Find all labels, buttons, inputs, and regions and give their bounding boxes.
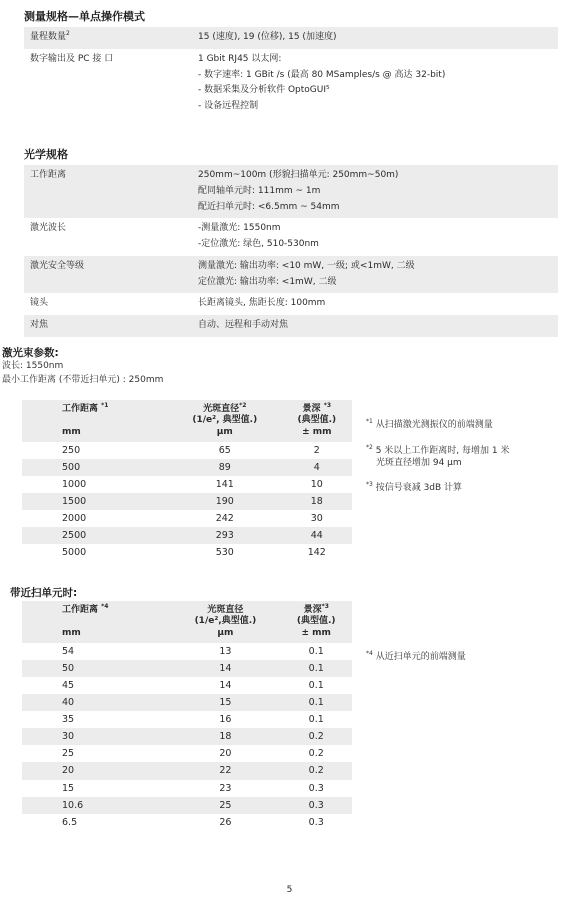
table-row xyxy=(22,510,352,527)
spec-value-line: 15 (速度), 19 (位移), 15 (加速度) xyxy=(198,32,337,42)
footnote-text: 5 米以上工作距离时, 每增加 1 米 xyxy=(375,446,510,456)
spec-value-line: - 数据采集及分析软件 OptoGUI⁵ xyxy=(198,85,330,96)
spec-key: 激光安全等级 xyxy=(24,256,192,294)
col-header-spot xyxy=(168,400,282,442)
spec-value xyxy=(192,315,558,337)
cell: 4 xyxy=(282,459,352,476)
footnote-text: 按信号衰减 3dB 计算 xyxy=(375,483,463,493)
spec-key-text: 量程数量 xyxy=(30,32,67,42)
cell: 0.1 xyxy=(280,677,352,694)
cell: 18 xyxy=(170,728,280,745)
cell: 14 xyxy=(170,660,280,677)
table-row xyxy=(22,711,352,728)
table-row xyxy=(22,677,352,694)
header-text: 光斑直径 xyxy=(207,605,244,615)
cell: 65 xyxy=(168,442,282,459)
table-row xyxy=(22,762,352,779)
spec-row-digital-output xyxy=(24,49,558,118)
col-header-distance xyxy=(22,400,168,442)
spec-key: 工作距离 xyxy=(24,165,192,218)
spec-value-line: 250mm~100m (形貌扫描单元: 250mm~50m) xyxy=(198,170,399,180)
spec-row-focus xyxy=(24,315,558,337)
table-row xyxy=(22,442,352,459)
cell: 0.2 xyxy=(280,745,352,762)
spec-row-working-distance xyxy=(24,165,558,218)
cell: 23 xyxy=(170,780,280,797)
cell: 25 xyxy=(22,745,170,762)
beam-params-title: 激光束参数: xyxy=(2,347,59,359)
footnote-2 xyxy=(366,445,509,469)
table-row xyxy=(22,643,352,660)
table-row xyxy=(22,780,352,797)
header-sup: *1 xyxy=(101,402,109,409)
table-row xyxy=(22,660,352,677)
spec-value-line: 配同轴单元时: 111mm ~ 1m xyxy=(198,185,321,196)
spec-value xyxy=(192,27,558,49)
spec-value-line: 测量激光: 输出功率: <10 mW, 一级; 或<1mW, 二级 xyxy=(198,260,415,271)
header-sup: *3 xyxy=(321,603,329,610)
footnote-text: 光斑直径增加 94 μm xyxy=(376,458,462,469)
col-header-spot xyxy=(170,601,280,643)
spec-key: 激光波长 xyxy=(24,218,192,256)
spec-key: 对焦 xyxy=(24,315,192,337)
header-unit: mm xyxy=(62,627,81,638)
footnote-text: 从近扫单元的前端测量 xyxy=(375,652,466,662)
header-unit: ± mm xyxy=(301,627,331,638)
spec-value xyxy=(192,49,558,118)
cell: 30 xyxy=(22,728,170,745)
header-text: (典型值.) xyxy=(296,616,336,627)
spec-key-text: 数字输出及 PC 接 口 xyxy=(30,53,114,64)
spec-value-line: -测量激光: 1550nm xyxy=(198,223,281,234)
cell: 5000 xyxy=(22,544,168,561)
spec-value xyxy=(192,293,558,315)
cell: 0.2 xyxy=(280,762,352,779)
cell: 89 xyxy=(168,459,282,476)
cell: 50 xyxy=(22,660,170,677)
spec-key-sup: 2 xyxy=(66,30,70,37)
cell: 20 xyxy=(170,745,280,762)
cell: 20 xyxy=(22,762,170,779)
cell: 15 xyxy=(170,694,280,711)
cell: 2500 xyxy=(22,527,168,544)
table-row xyxy=(22,728,352,745)
header-sup: *3 xyxy=(323,402,332,409)
spec-value-line: 配近扫单元时: <6.5mm ~ 54mm xyxy=(198,201,340,212)
beam-wavelength: 波长: 1550nm xyxy=(2,361,64,371)
spot-table-2 xyxy=(22,601,352,831)
cell: 15 xyxy=(22,780,170,797)
footnote-text: 从扫描激光测振仪的前端测量 xyxy=(375,420,493,430)
footnote-mark: *3 xyxy=(366,481,373,488)
spec-value-line: - 数字速率: 1 GBit /s (最高 80 MSamples/s @ 高达 32-bit) xyxy=(198,69,446,80)
spec-value xyxy=(192,256,558,294)
cell: 10 xyxy=(282,476,352,493)
table-header-row xyxy=(22,400,352,442)
spec-value-line: - 设备远程控制 xyxy=(198,101,259,111)
cell: 0.1 xyxy=(280,643,352,660)
optics-section-title: 光学规格 xyxy=(24,148,68,161)
header-text: 工作距离 xyxy=(62,605,99,615)
header-text: (1/e²,典型值.) xyxy=(194,616,257,627)
header-sup: *2 xyxy=(239,402,247,409)
table-row xyxy=(22,694,352,711)
table-header-row xyxy=(22,601,352,643)
header-text: 景深 xyxy=(303,605,322,615)
spec-row-laser-safety xyxy=(24,256,558,294)
footnote-mark: *4 xyxy=(366,650,373,657)
spec-value xyxy=(192,165,558,218)
cell: 6.5 xyxy=(22,814,170,831)
cell: 44 xyxy=(282,527,352,544)
cell: 141 xyxy=(168,476,282,493)
footnote-3 xyxy=(366,482,462,494)
header-text: 景深 xyxy=(302,404,321,414)
cell: 30 xyxy=(282,510,352,527)
spec-key: 镜头 xyxy=(24,293,192,315)
cell: 14 xyxy=(170,677,280,694)
spec-row-range-count xyxy=(24,27,558,49)
cell: 0.3 xyxy=(280,780,352,797)
cell: 13 xyxy=(170,643,280,660)
cell: 54 xyxy=(22,643,170,660)
header-unit: μm xyxy=(216,426,233,437)
cell: 242 xyxy=(168,510,282,527)
table-row xyxy=(22,745,352,762)
cell: 1000 xyxy=(22,476,168,493)
cell: 45 xyxy=(22,677,170,694)
cell: 0.1 xyxy=(280,694,352,711)
table-row xyxy=(22,459,352,476)
measure-spec-table xyxy=(24,27,558,118)
spec-value-line: 长距离镜头, 焦距长度: 100mm xyxy=(198,298,326,309)
cell: 142 xyxy=(282,544,352,561)
footnote-1 xyxy=(366,419,493,431)
cell: 0.2 xyxy=(280,728,352,745)
cell: 16 xyxy=(170,711,280,728)
header-sup: *4 xyxy=(101,603,109,610)
col-header-depth xyxy=(280,601,352,643)
cell: 22 xyxy=(170,762,280,779)
header-text: (1/e², 典型值.) xyxy=(192,415,258,426)
cell: 2000 xyxy=(22,510,168,527)
footnote-mark: *2 xyxy=(366,444,373,451)
spec-value-line: 定位激光: 输出功率: <1mW, 二级 xyxy=(198,276,337,287)
cell: 1500 xyxy=(22,493,168,510)
spot-table-1 xyxy=(22,400,352,561)
cell: 18 xyxy=(282,493,352,510)
beam-min-distance: 最小工作距离 (不带近扫单元) : 250mm xyxy=(2,375,164,385)
col-header-depth xyxy=(282,400,352,442)
cell: 250 xyxy=(22,442,168,459)
spec-value-line: 自动、远程和手动对焦 xyxy=(198,320,289,330)
page-number: 5 xyxy=(286,885,293,895)
spec-value-line: 1 Gbit RJ45 以太网: xyxy=(198,53,282,64)
table-row xyxy=(22,544,352,561)
spec-row-lens xyxy=(24,293,558,315)
cell: 2 xyxy=(282,442,352,459)
header-text: 光斑直径 xyxy=(203,404,240,414)
spec-row-laser-wavelength xyxy=(24,218,558,256)
cell: 10.6 xyxy=(22,797,170,814)
cell: 0.3 xyxy=(280,814,352,831)
table-row xyxy=(22,814,352,831)
col-header-distance xyxy=(22,601,170,643)
cell: 500 xyxy=(22,459,168,476)
table-row xyxy=(22,797,352,814)
cell: 293 xyxy=(168,527,282,544)
spec-key xyxy=(24,49,192,118)
footnote-4 xyxy=(366,651,466,663)
cell: 26 xyxy=(170,814,280,831)
header-text: (典型值.) xyxy=(297,415,337,426)
table-row xyxy=(22,476,352,493)
header-unit: mm xyxy=(62,426,81,437)
header-text: 工作距离 xyxy=(62,404,99,414)
measure-section-title: 测量规格—单点操作模式 xyxy=(24,10,145,23)
table-row xyxy=(22,493,352,510)
cell: 0.1 xyxy=(280,711,352,728)
cell: 190 xyxy=(168,493,282,510)
table-row xyxy=(22,527,352,544)
optics-spec-table xyxy=(24,165,558,337)
cell: 0.1 xyxy=(280,660,352,677)
footnote-mark: *1 xyxy=(366,418,373,425)
spec-key xyxy=(24,27,192,49)
header-unit: μm xyxy=(217,627,234,638)
cell: 530 xyxy=(168,544,282,561)
cell: 40 xyxy=(22,694,170,711)
near-scan-title: 带近扫单元时: xyxy=(10,587,78,599)
cell: 25 xyxy=(170,797,280,814)
header-unit: ± mm xyxy=(302,426,332,437)
cell: 35 xyxy=(22,711,170,728)
spec-value-line: -定位激光: 绿色, 510-530nm xyxy=(198,239,319,249)
spec-value xyxy=(192,218,558,256)
cell: 0.3 xyxy=(280,797,352,814)
